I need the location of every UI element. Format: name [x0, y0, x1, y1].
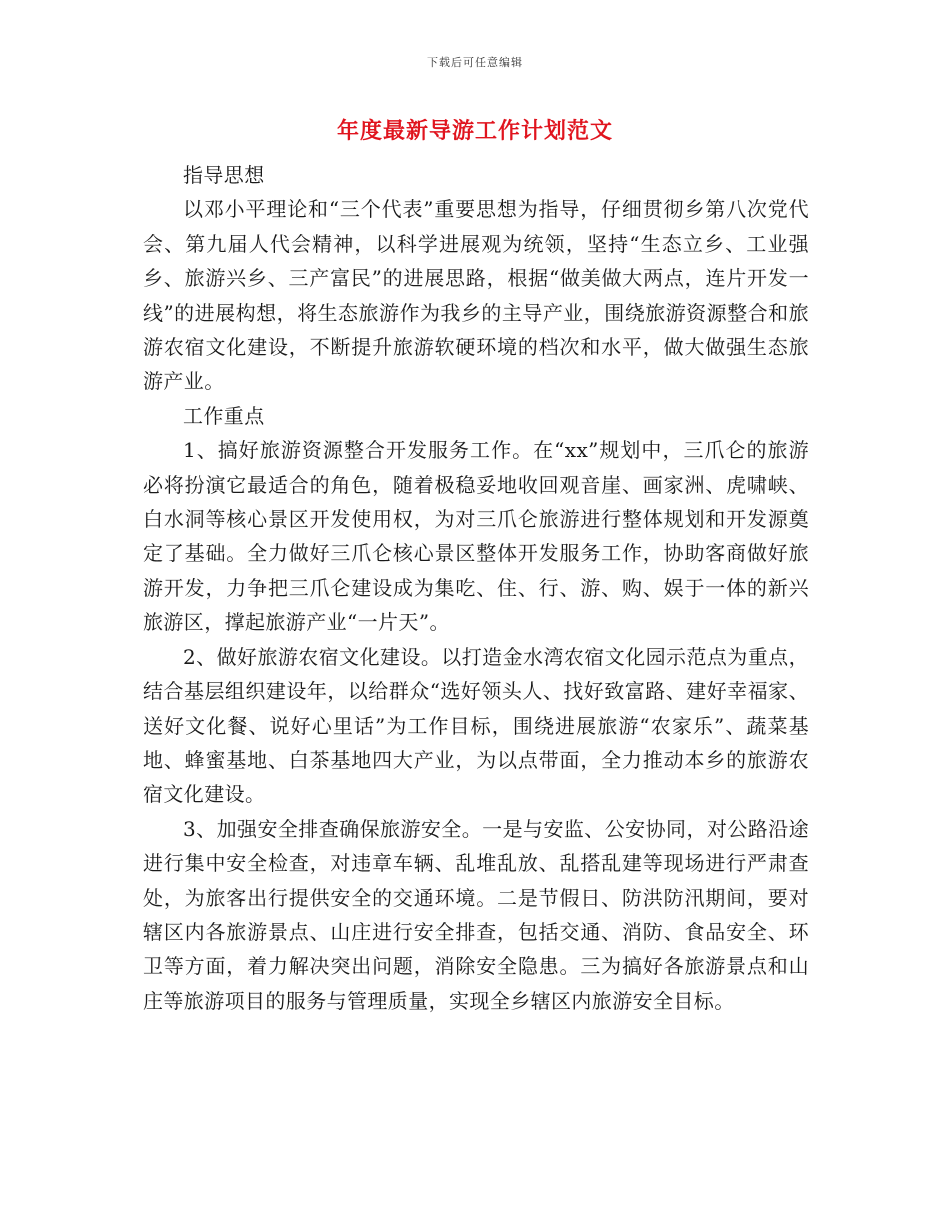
document-body	[143, 158, 809, 1018]
paragraph-item-1: 1、搞好旅游资源整合开发服务工作。在“xx”规划中，三爪仑的旅游必将扮演它最适合的角色，随着极稳妥地收回观音崖、画家洲、虎啸峡、白水洞等核心景区开发使用权，为对三爪仑旅游进行整体规划和开发源奠定了基础。全力做好三爪仑核心景区整体开发服务工作，协助客商做好旅游开发，力争把三爪仑建设成为集吃、住、行、游、购、娱于一体的新兴旅游区，撑起旅游产业“一片天”。	[143, 438, 809, 635]
document-title: 年度最新导游工作计划范文	[336, 119, 613, 144]
paragraph-item-2: 2、做好旅游农宿文化建设。以打造金水湾农宿文化园示范点为重点，结合基层组织建设年，以给群众“选好领头人、找好致富路、建好幸福家、送好文化餐、说好心里话”为工作目标，围绕进展旅游“农家乐”、蔬菜基地、蜂蜜基地、白茶基地四大产业，为以点带面，全力推动本乡的旅游农宿文化建设。	[143, 644, 809, 807]
page-header-note: 下载后可任意编辑	[427, 56, 523, 69]
section-heading-guiding-thought: 指导思想	[183, 163, 265, 187]
paragraph-guiding-thought: 以邓小平理论和“三个代表”重要思想为指导，仔细贯彻乡第八次党代会、第九届人代会精神，以科学进展观为统领，坚持“生态立乡、工业强乡、旅游兴乡、三产富民”的进展思路，根据“做美做大两点，连片开发一线”的进展构想，将生态旅游作为我乡的主导产业，围绕旅游资源整合和旅游农宿文化建设，不断提升旅游软硬环境的档次和水平，做大做强生态旅游产业。	[143, 197, 809, 394]
paragraph-item-3: 3、加强安全排查确保旅游安全。一是与安监、公安协同，对公路沿途进行集中安全检查，对违章车辆、乱堆乱放、乱搭乱建等现场进行严肃查处，为旅客出行提供安全的交通环境。二是节假日、防洪防汛期间，要对辖区内各旅游景点、山庄进行安全排查，包括交通、消防、食品安全、环卫等方面，着力解决突出问题，消除安全隐患。三为搞好各旅游景点和山庄等旅游项目的服务与管理质量，实现全乡辖区内旅游安全目标。	[143, 816, 809, 1013]
section-heading-work-focus: 工作重点	[183, 403, 265, 428]
